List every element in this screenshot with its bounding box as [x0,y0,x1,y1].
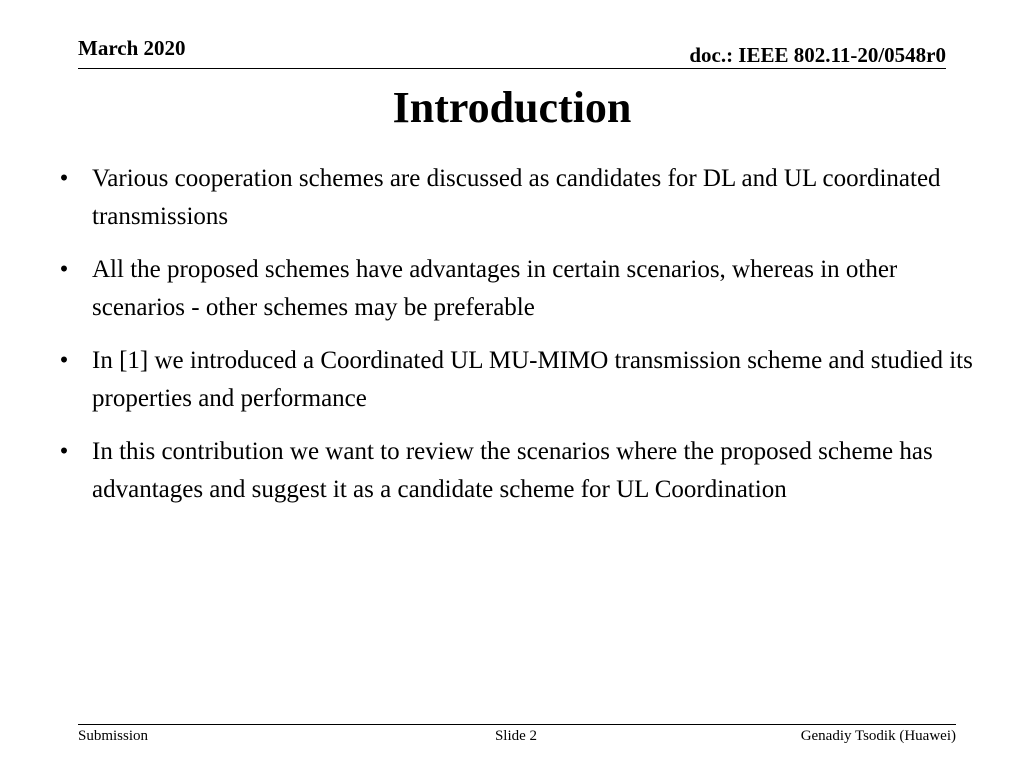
footer-slide-number: Slide 2 [494,728,538,744]
bullet-item [54,433,984,508]
footer-submission: Submission [78,728,149,744]
bullet-marker: • [59,347,69,374]
bullet-item [54,342,984,417]
bullet-text: All the proposed schemes have advantages in certain scenarios, whereas in other scenarios - other schemes may be preferable [92,256,898,321]
bullet-item [54,160,984,235]
header-date: March 2020 [78,36,186,60]
bullet-text: In [1] we introduced a Coordinated UL MU-MIMO transmission scheme and studied its properties and performance [92,347,973,412]
header-doc-number: doc.: IEEE 802.11-20/0548r0 [689,43,946,67]
header-divider [78,68,946,69]
footer-divider [78,724,956,725]
bullet-text: In this contribution we want to review the scenarios where the proposed scheme has advantages and suggest it as a candidate scheme for UL Coordination [92,438,933,503]
bullet-marker: • [59,438,69,465]
slide-title: Introduction [392,83,632,132]
bullet-list [54,160,984,524]
bullet-text: Various cooperation schemes are discussed as candidates for DL and UL coordinated transmissions [92,165,941,230]
footer-author: Genadiy Tsodik (Huawei) [800,728,956,744]
bullet-item [54,251,984,326]
bullet-marker: • [59,165,69,192]
bullet-marker: • [59,256,69,283]
